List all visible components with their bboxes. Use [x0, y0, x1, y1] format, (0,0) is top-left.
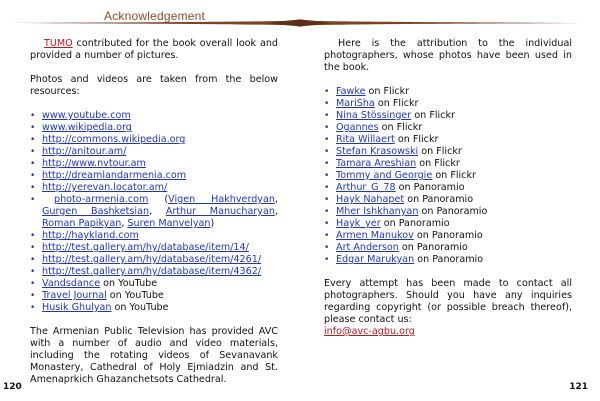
list-item: • www.youtube.com: [30, 110, 131, 121]
list-item: • http://test.gallery.am/hy/database/item/4362/: [30, 266, 262, 277]
list-item: • Husik Ghulyan on YouTube: [30, 302, 169, 313]
credit-link[interactable]: Roman Papikyan: [42, 218, 122, 229]
list-item: • http://anitour.am/: [30, 146, 127, 157]
resource-link[interactable]: www.youtube.com: [42, 110, 131, 121]
list-item: • Armen Manukov on Panoramio: [324, 230, 483, 241]
list-item: • Art Anderson on Panoramio: [324, 242, 468, 253]
list-item: • http://dreamlandarmenia.com: [30, 170, 187, 181]
photographer-link[interactable]: Mher Ishkhanyan: [336, 206, 419, 217]
television-paragraph: The Armenian Public Television has provided AVC with a number of audio and video materials, including the rotating videos of Sevanavank Monastery, Cathedral of Holy Ejmiadzin and St. Amenaprkich Ghazanchetsots Cathedral.: [30, 326, 278, 385]
photographer-link[interactable]: Hayk_yer: [336, 218, 381, 229]
photographer-list: [324, 86, 572, 266]
list-item: • Edgar Marukyan on Panoramio: [324, 254, 484, 265]
resource-link[interactable]: http://test.gallery.am/hy/database/item/4362/: [42, 266, 262, 277]
resource-link[interactable]: http://test.gallery.am/hy/database/item/4261/: [42, 254, 262, 265]
credit-link[interactable]: Arthur Manucharyan: [165, 206, 275, 217]
list-item-photo-armenia: • photo-armenia.com (Vigen Hakhverdyan, Gurgen Bashketsian, Arthur Manucharyan, Roman Papikyan, Suren Manvelyan): [30, 194, 279, 229]
photographer-link[interactable]: MariSha: [336, 98, 375, 109]
photographer-link[interactable]: Edgar Marukyan: [336, 254, 415, 265]
list-item: • Fawke on Flickr: [324, 86, 410, 97]
list-item: • Mher Ishkhanyan on Panoramio: [324, 206, 488, 217]
resource-link[interactable]: Husik Ghulyan: [42, 302, 112, 313]
list-item: • Hayk_yer on Panoramio: [324, 218, 450, 229]
list-item: • Travel Journal on YouTube: [30, 290, 164, 301]
resource-link[interactable]: http://test.gallery.am/hy/database/item/14/: [42, 242, 249, 253]
list-item: • http://test.gallery.am/hy/database/item/4261/: [30, 254, 262, 265]
credit-link[interactable]: Gurgen Bashketsian: [42, 206, 150, 217]
resource-link[interactable]: http://www.nvtour.am: [42, 158, 146, 169]
resource-link[interactable]: http://haykland.com: [42, 230, 139, 241]
section-title: Acknowledgement: [104, 9, 206, 23]
resource-link[interactable]: http://commons.wikipedia.org: [42, 134, 186, 145]
contact-email-link[interactable]: info@avc-agbu.org: [324, 326, 415, 337]
resource-link[interactable]: Travel Journal: [42, 290, 107, 301]
resource-link[interactable]: http://dreamlandarmenia.com: [42, 170, 187, 181]
page-number-right: 121: [569, 382, 588, 392]
credit-link[interactable]: Vigen Hakhverdyan: [168, 194, 275, 205]
right-column: [324, 38, 572, 338]
resource-link[interactable]: http://anitour.am/: [42, 146, 127, 157]
header-ornament-rule: [0, 17, 600, 29]
list-item: • Tamara Areshian on Flickr: [324, 158, 460, 169]
list-item: • http://test.gallery.am/hy/database/item/14/: [30, 242, 249, 253]
left-column: [30, 38, 278, 386]
list-item: • www.wikipedia.org: [30, 122, 132, 133]
credit-link[interactable]: Suren Manvelyan: [127, 218, 211, 229]
resource-link[interactable]: www.wikipedia.org: [42, 122, 132, 133]
resource-link[interactable]: photo-armenia.com: [54, 194, 149, 205]
list-item: • Hayk Nahapet on Panoramio: [324, 194, 474, 205]
tumo-paragraph: TUMO contributed for the book overall look and provided a number of pictures.: [30, 38, 278, 61]
list-item: • Tommy and Georgie on Flickr: [324, 170, 476, 181]
photographer-link[interactable]: Armen Manukov: [336, 230, 414, 241]
photographer-link[interactable]: Rita Willaert: [336, 134, 395, 145]
list-item: • MariSha on Flickr: [324, 98, 419, 109]
page-number-left: 120: [3, 382, 22, 392]
attribution-intro: Here is the attribution to the individual photographers, whose photos have been used in the book.: [324, 38, 572, 73]
photographer-link[interactable]: Tamara Areshian: [336, 158, 417, 169]
list-item: • http://commons.wikipedia.org: [30, 134, 186, 145]
resource-link[interactable]: http://yerevan.locator.am/: [42, 182, 168, 193]
photographer-link[interactable]: Stefan Krasowski: [336, 146, 419, 157]
list-item: • Arthur_G_78 on Panoramio: [324, 182, 465, 193]
list-item: • Stefan Krasowski on Flickr: [324, 146, 462, 157]
photographer-link[interactable]: Art Anderson: [336, 242, 399, 253]
photographer-link[interactable]: Hayk Nahapet: [336, 194, 405, 205]
list-item: • http://haykland.com: [30, 230, 139, 241]
photographer-link[interactable]: Nina Stössinger: [336, 110, 412, 121]
resource-link[interactable]: Vandsdance: [42, 278, 101, 289]
list-item: • Vandsdance on YouTube: [30, 278, 158, 289]
list-item: • http://yerevan.locator.am/: [30, 182, 168, 193]
list-item: • http://www.nvtour.am: [30, 158, 146, 169]
resource-list: [30, 110, 278, 314]
photographer-link[interactable]: Tommy and Georgie: [336, 170, 433, 181]
photographer-link[interactable]: Fawke: [336, 86, 366, 97]
list-item: • Nina Stössinger on Flickr: [324, 110, 455, 121]
tumo-link[interactable]: TUMO: [44, 38, 73, 49]
photographer-link[interactable]: Ogannes: [336, 122, 379, 133]
photographer-link[interactable]: Arthur_G_78: [336, 182, 396, 193]
resources-intro: Photos and videos are taken from the below resources:: [30, 74, 278, 97]
list-item: • Rita Willaert on Flickr: [324, 134, 439, 145]
list-item: • Ogannes on Flickr: [324, 122, 423, 133]
contact-paragraph: Every attempt has been made to contact all photographers. Should you have any inquiries regarding copyright (or possible breach thereof), please contact us:: [324, 278, 572, 325]
